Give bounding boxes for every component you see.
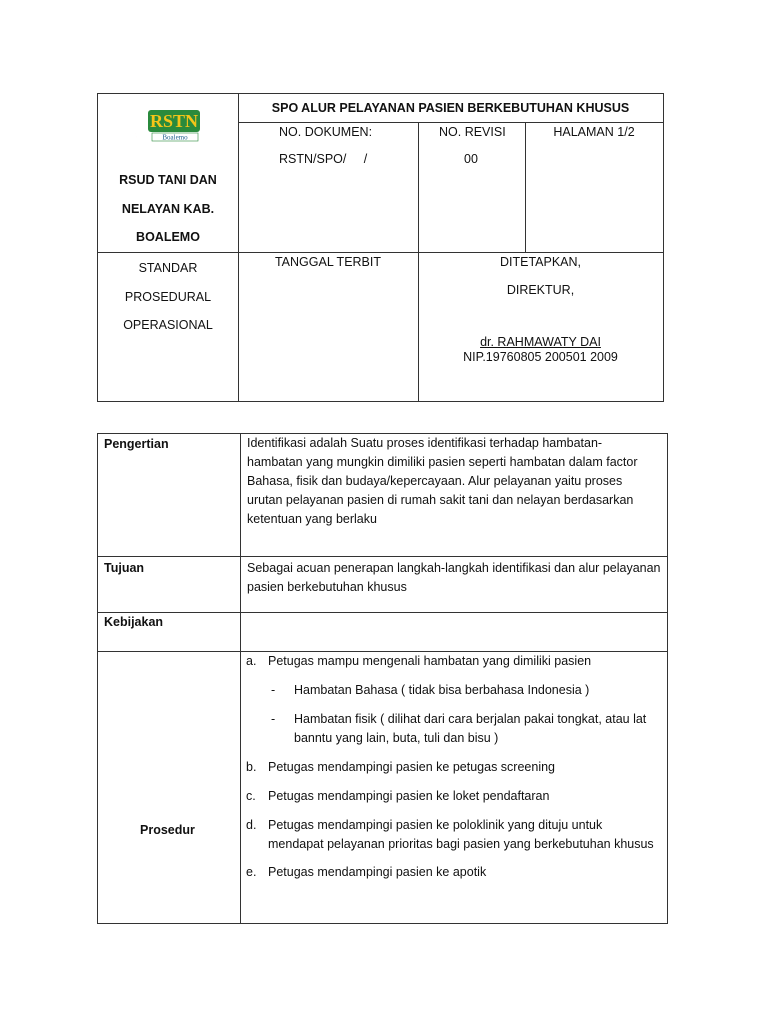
director-nip: NIP.19760805 200501 2009 [463, 350, 618, 364]
signatory-block [418, 255, 663, 364]
hospital-logo [128, 96, 208, 152]
prosedur-label: Prosedur [140, 823, 195, 837]
header-table [97, 93, 664, 402]
page-number: HALAMAN 1/2 [553, 125, 635, 139]
tujuan-label: Tujuan [104, 561, 145, 575]
doc-number-label: NO. DOKUMEN: [279, 125, 373, 139]
document-title: SPO ALUR PELAYANAN PASIEN BERKEBUTUHAN KHUSUS [271, 101, 630, 115]
prosedur-list: a. Petugas mampu mengenali hambatan yang dimiliki pasien - Hambatan Bahasa ( tidak bisa berbahasa Indonesia ) - Hambatan fisik ( dilihat dari cara berjalan pakai tongkat, atau lat banntu yang lain, buta, tuli dan bisu ) b. Petugas mendampingi pasien ke petugas screening c. Petugas mendampingi pasien ke loket pendaftaran d. Petugas mendampingi pasien ke poloklinik yang dituju untuk mendapat pelayanan prioritas bagi pasien yang berkebutuhan khusus e. Petugas mendampingi pasien ke apotik [246, 654, 654, 879]
hospital-logo-icon [128, 96, 208, 152]
svg-text:RSTN: RSTN [149, 111, 199, 131]
issue-date-label: TANGGAL TERBIT [274, 255, 382, 269]
svg-text:Boalemo: Boalemo [162, 133, 188, 142]
revision-label: NO. REVISI [439, 125, 506, 139]
procedure-table [97, 433, 668, 924]
pengertian-text: Identifikasi adalah Suatu proses identifikasi terhadap hambatan- hambatan yang mungkin dimiliki pasien seperti hambatan dalam factor Bahasa, fisik dan budaya/kepercayaan. Alur pelayanan yaitu proses urutan pelayanan pasien di rumah sakit tani dan nelayan berdasarkan ketentuan yang berlaku [247, 436, 638, 526]
sop-label: STANDAR PROSEDURAL OPERASIONAL [123, 261, 213, 332]
tujuan-text: Sebagai acuan penerapan langkah-langkah identifikasi dan alur pelayanan pasien berkebutuhan khusus [247, 561, 661, 594]
director-name: dr. RAHMAWATY DAI [480, 335, 601, 349]
kebijakan-label: Kebijakan [104, 615, 164, 629]
hospital-name: RSUD TANI DAN NELAYAN KAB. BOALEMO [119, 173, 217, 244]
pengertian-label: Pengertian [104, 437, 169, 451]
revision-value: 00 [464, 152, 478, 166]
doc-number-value: RSTN/SPO/ / [279, 152, 368, 166]
set-label: DITETAPKAN, [499, 255, 582, 269]
director-label: DIREKTUR, [506, 283, 575, 297]
